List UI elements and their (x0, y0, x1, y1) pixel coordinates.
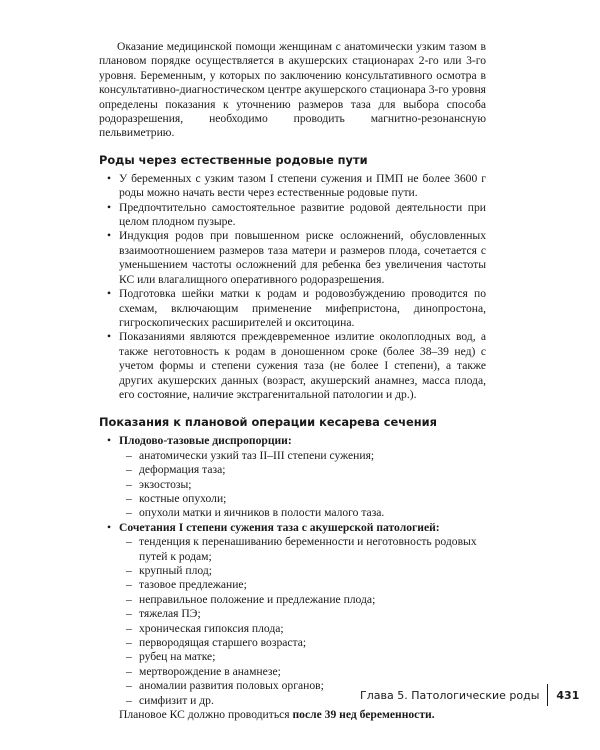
sublist-item (119, 665, 486, 679)
dash-icon: – (126, 636, 132, 650)
cesarean-indications-list (99, 434, 486, 708)
sublist-item (119, 622, 486, 636)
sublist-item-text: костные опухоли; (139, 491, 227, 505)
intro-paragraph: Оказание медицинской помощи женщинам с анатомически узким тазом в плановом порядке осуществляется в акушерских стационарах 2-го или 3-го уровня. Беременным, у которых по заключению консультативного осмотра в консультативно-диагностическом центре акушерского стационара 3-го уровня определены показания к уточнению размеров таза для выбора способа родоразрешения, необходимо проводить магнитно-резонансную пельвиметрию. (99, 40, 486, 140)
dash-icon: – (126, 607, 132, 621)
dash-icon: – (126, 506, 132, 520)
dash-icon: – (126, 448, 132, 462)
sublist-item-text: крупный плод; (139, 564, 212, 577)
sublist-item (119, 607, 486, 621)
dash-icon: – (126, 491, 132, 505)
sublist-item-text: аномалии развития половых органов; (139, 679, 324, 693)
list-item-text: Показаниями являются преждевременное излитие околоплодных вод, а также неготовность к родам в доношенном сроке (более 38–39 нед) с учетом формы и степени сужения таза (не более I степени), а также других акушерских данных (возраст, акушерский анамнез, масса плода, его состояние, наличие экстрагенитальной патологии и др.). (119, 330, 486, 401)
sublist-item (119, 535, 486, 564)
sublist-item (119, 564, 486, 578)
sublist-item (119, 463, 486, 477)
list-group (99, 521, 486, 708)
sublist-item-text: опухоли матки и яичников в полости малого таза. (139, 506, 385, 520)
list-item (99, 201, 486, 230)
bullet-icon: • (107, 520, 112, 534)
list-item (99, 287, 486, 330)
sublist-item-text: мертворождение в анамнезе; (139, 664, 281, 678)
sublist-item-text: деформация таза; (139, 463, 226, 477)
sublist-item-text: тазовое предлежание; (139, 578, 247, 592)
dash-icon: – (126, 650, 132, 664)
sublist (119, 449, 486, 521)
page-number: 431 (556, 688, 580, 702)
dash-icon: – (126, 664, 132, 678)
sublist-item (119, 593, 486, 607)
chapter-title: Глава 5. Патологические роды (360, 688, 540, 702)
sublist-item-text: неправильное положение и предлежание плода; (139, 592, 376, 606)
dash-icon: – (126, 693, 132, 707)
dash-icon: – (126, 535, 132, 549)
sublist-item-text: хроническая гипоксия плода; (139, 621, 284, 635)
dash-icon: – (126, 679, 132, 693)
sublist-item-text: экзостозы; (139, 477, 192, 491)
dash-icon: – (126, 564, 132, 577)
dash-icon: – (126, 463, 132, 477)
group-title: Плодово-тазовые диспропорции: (119, 434, 292, 448)
dash-icon: – (126, 592, 132, 606)
sublist-item (119, 449, 486, 463)
natural-birth-list (99, 172, 486, 403)
list-group (99, 434, 486, 520)
bullet-icon: • (107, 200, 112, 214)
sublist-item (119, 478, 486, 492)
list-item-text: У беременных с узким тазом I степени сужения и ПМП не более 3600 г роды можно начать вести через естественные родовые пути. (119, 171, 486, 200)
sublist (119, 535, 486, 708)
sublist-item-text: тяжелая ПЭ; (139, 607, 201, 621)
list-item-text: Предпочтительно самостоятельное развитие родовой деятельности при целом плодном пузыре. (119, 200, 486, 229)
dash-icon: – (126, 578, 132, 592)
bullet-icon: • (107, 229, 112, 243)
group-title: Сочетания I степени сужения таза с акушерской патологией: (119, 520, 440, 534)
list-item-text: Подготовка шейки матки к родам и родовозбуждению проводится по схемам, включающим применение мифепристона, динопростона, гигроскопических расширителей и окситоцина. (119, 287, 486, 329)
closing-emphasis: после 39 нед беременности. (292, 708, 435, 722)
list-item-text: Индукция родов при повышенном риске осложнений, обусловленных взаимоотношением размеров таза матери и размеров плода, сочетается с уменьшением частоты осложнений для ребенка без увеличения частоты КС или влагалищного оперативного родоразрешения. (119, 229, 486, 286)
bullet-icon: • (107, 287, 112, 301)
footer-divider (547, 684, 548, 706)
section-heading-natural-birth: Роды через естественные родовые пути (99, 152, 368, 167)
section-heading-cesarean: Показания к плановой операции кесарева сечения (99, 415, 437, 430)
sublist-item-text: симфизит и др. (139, 693, 214, 707)
sublist-item-text: первородящая старшего возраста; (139, 636, 307, 650)
sublist-item-text: рубец на матке; (139, 650, 216, 664)
closing-statement (119, 708, 486, 722)
sublist-item-text: тенденция к перенашиванию беременности и неготовность родовых путей к родам; (139, 535, 477, 563)
dash-icon: – (126, 621, 132, 635)
bullet-icon: • (107, 171, 112, 185)
sublist-item (119, 492, 486, 506)
sublist-item (119, 578, 486, 592)
sublist-item (119, 636, 486, 650)
list-item (99, 330, 486, 402)
sublist-item (119, 650, 486, 664)
bullet-icon: • (107, 434, 112, 448)
page-content (99, 40, 486, 722)
list-item (99, 229, 486, 287)
sublist-item-text: анатомически узкий таз II–III степени сужения; (139, 448, 375, 462)
bullet-icon: • (107, 330, 112, 344)
dash-icon: – (126, 477, 132, 491)
sublist-item (119, 506, 486, 520)
page-footer (360, 684, 579, 706)
list-item (99, 172, 486, 201)
closing-text: Плановое КС должно проводиться (119, 708, 293, 722)
